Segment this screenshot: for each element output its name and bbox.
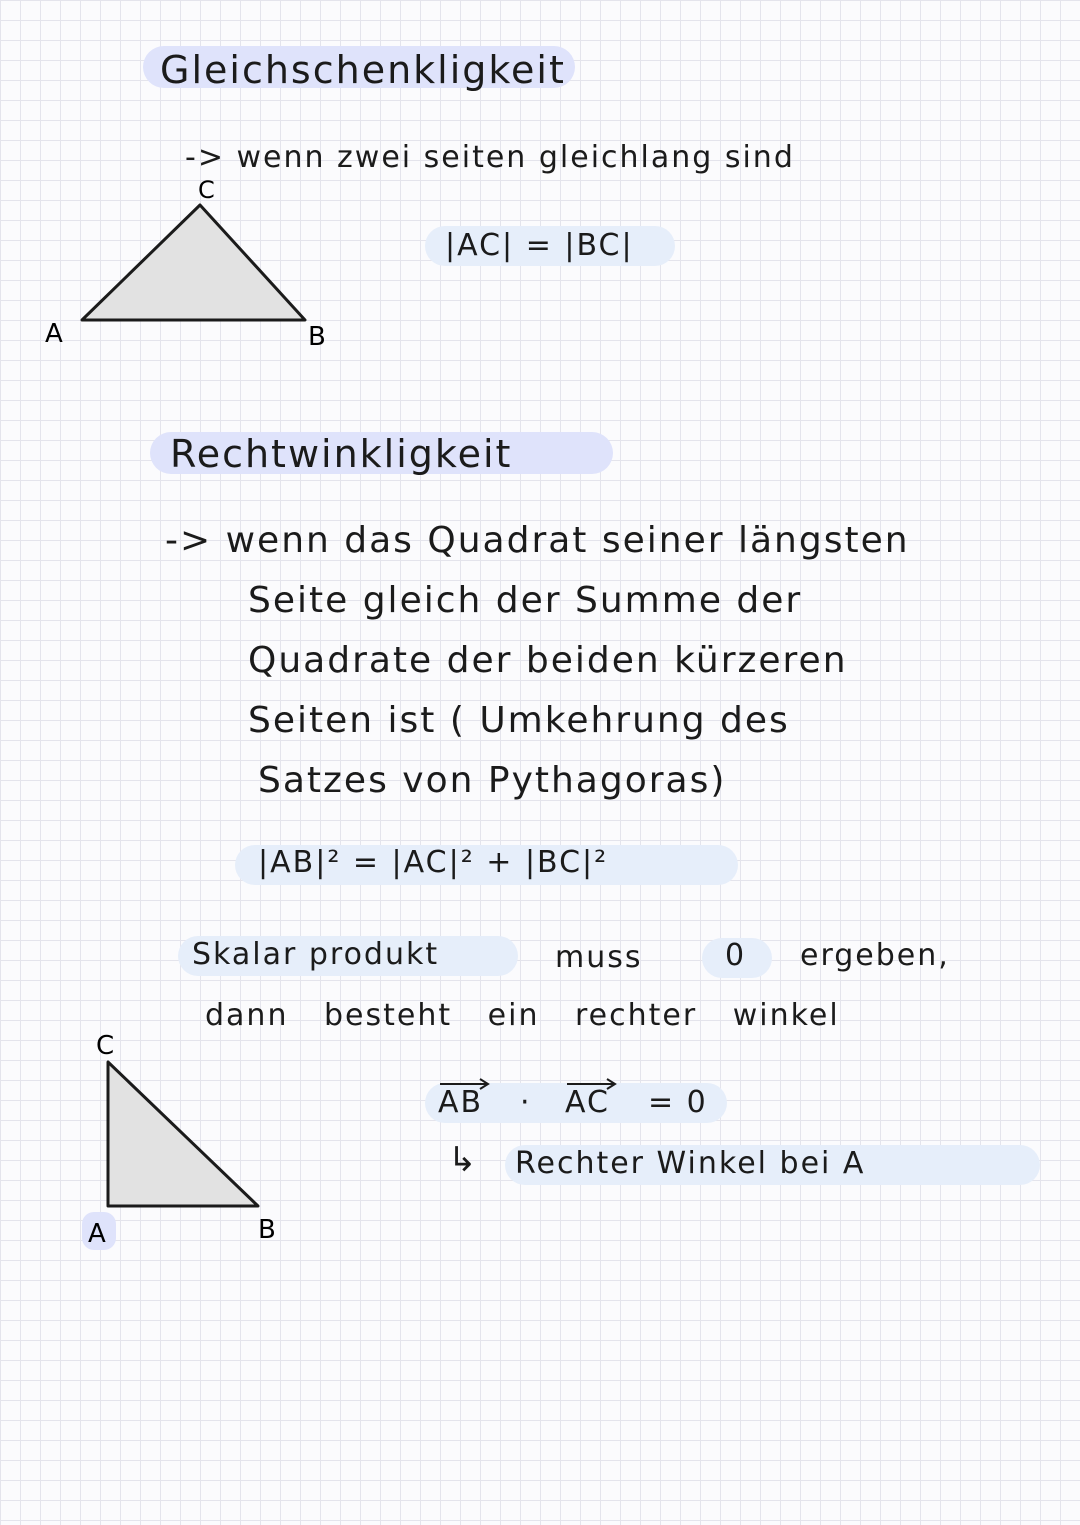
pythagoras-formula: |AB|² = |AC|² + |BC|² bbox=[258, 845, 609, 880]
right-vertex-label-c: C bbox=[96, 1031, 115, 1061]
right-angle-condition-line-1: -> wenn das Quadrat seiner längsten bbox=[165, 520, 910, 561]
vector-ac-label: AC bbox=[565, 1085, 610, 1120]
vector-ab bbox=[438, 1085, 483, 1120]
isosceles-formula: |AC| = |BC| bbox=[445, 228, 634, 263]
isosceles-triangle bbox=[82, 205, 305, 320]
word-muss: muss bbox=[555, 940, 643, 975]
vector-ac bbox=[565, 1085, 610, 1120]
conclusion-text: Rechter Winkel bei A bbox=[515, 1146, 866, 1181]
right-angle-condition-line-4: Seiten ist ( Umkehrung des bbox=[248, 700, 790, 741]
right-angle-condition-line-3: Quadrate der beiden kürzeren bbox=[248, 640, 848, 681]
vector-arrow-ab bbox=[436, 1076, 496, 1090]
right-triangle-figure bbox=[0, 1020, 320, 1260]
right-vertex-label-b: B bbox=[258, 1215, 276, 1245]
dot-operator: · bbox=[520, 1085, 532, 1120]
scalar-product-word: Skalar produkt bbox=[192, 937, 440, 972]
zero-value: 0 bbox=[725, 938, 747, 973]
vertex-label-c: C bbox=[198, 176, 215, 204]
equals-zero: = 0 bbox=[648, 1085, 708, 1120]
section-title-rechtwinkligkeit: Rechtwinkligkeit bbox=[170, 432, 513, 476]
right-vertex-label-a: A bbox=[88, 1219, 106, 1249]
section-title-gleichschenkligkeit: Gleichschenkligkeit bbox=[160, 48, 566, 92]
vertex-label-a: A bbox=[45, 319, 63, 349]
conclusion-arrow-icon: ↳ bbox=[448, 1140, 479, 1180]
word-ergeben: ergeben, bbox=[800, 938, 950, 973]
isosceles-condition: -> wenn zwei seiten gleichlang sind bbox=[185, 140, 795, 175]
vector-arrow-ac bbox=[563, 1076, 623, 1090]
vertex-label-b: B bbox=[308, 322, 326, 352]
isosceles-triangle-figure bbox=[0, 0, 360, 370]
vector-ab-label: AB bbox=[438, 1085, 484, 1120]
right-angle-condition-line-2: Seite gleich der Summe der bbox=[248, 580, 803, 621]
right-triangle bbox=[108, 1062, 258, 1206]
right-angle-condition-line-5: Satzes von Pythagoras) bbox=[258, 760, 727, 801]
right-angle-statement: dann besteht ein rechter winkel bbox=[205, 998, 840, 1033]
